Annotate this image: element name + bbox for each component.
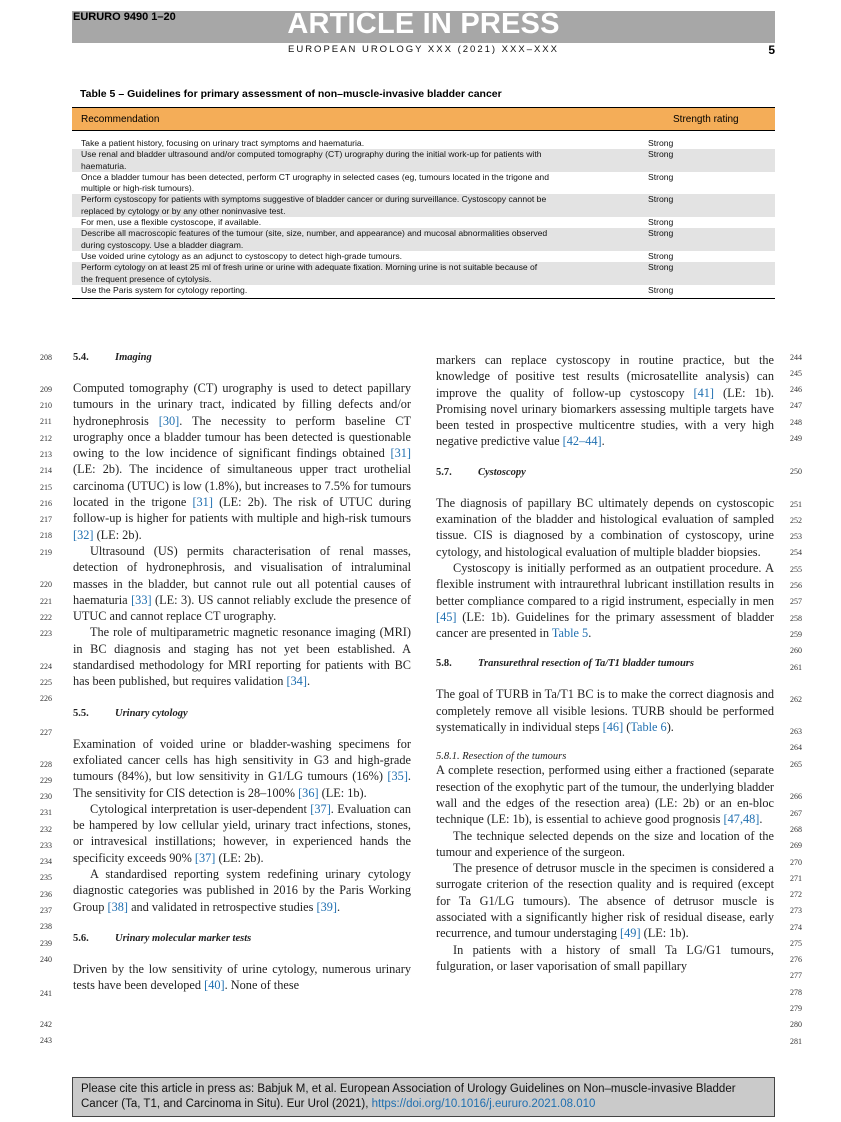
line-number: 252 <box>790 516 802 525</box>
strength-cell: Strong <box>648 284 674 295</box>
paragraph: Computed tomography (CT) urography is used to detect papillary tumours in the urinary tract, indicated by filling defects and/or hydronephrosis [30]. The necessity to perform baseline CT urography once a bladder tumour has been detected is questionable owing to the low incidence of significant findings obtained [31] (LE: 2b). The incidence of simultaneous upper tract urothelial carcinoma (UTUC) is low (1.8%), but increases to 7.5% for tumours located in the trigone [31] (LE: 2b). The risk of UTUC during follow-up is higher for patients with multiple and high-risk tumours [32] (LE: 2b). <box>73 381 411 542</box>
line-number: 208 <box>40 353 52 362</box>
line-number: 251 <box>790 500 802 509</box>
line-number: 280 <box>790 1020 802 1029</box>
recommendation-cell <box>72 228 626 251</box>
citation-link[interactable]: [49] <box>620 926 641 941</box>
recommendation-cell <box>72 172 626 195</box>
paragraph: In patients with a history of small Ta LG/G1 tumours, fulguration, or laser vaporisation of small papillary <box>436 942 774 973</box>
section-heading <box>436 658 774 669</box>
line-number: 219 <box>40 548 52 557</box>
table-row <box>72 149 775 172</box>
line-number: 248 <box>790 418 802 427</box>
banner-text: ARTICLE IN PRESS <box>287 8 560 40</box>
line-number: 276 <box>790 955 802 964</box>
table-row <box>72 262 775 285</box>
line-number: 265 <box>790 760 802 769</box>
strength-cell: Strong <box>648 250 674 261</box>
line-number: 255 <box>790 565 802 574</box>
line-number: 237 <box>40 906 52 915</box>
line-number: 261 <box>790 663 802 672</box>
section-heading <box>73 352 411 363</box>
line-number: 279 <box>790 1004 802 1013</box>
section-number: 5.5. <box>73 707 89 719</box>
citation-link[interactable]: [30] <box>158 413 180 428</box>
line-number: 226 <box>40 694 52 703</box>
line-number: 227 <box>40 728 52 737</box>
line-number: 240 <box>40 955 52 964</box>
line-number: 258 <box>790 614 802 623</box>
line-number: 281 <box>790 1037 802 1046</box>
recommendation-line: Use voided urine cytology as an adjunct to cystoscopy to detect high-grade tumours. <box>81 250 403 261</box>
line-number: 234 <box>40 857 52 866</box>
guidelines-table <box>72 107 775 299</box>
table-link[interactable]: Table 6 <box>630 720 667 735</box>
section-heading <box>73 933 411 944</box>
recommendation-line: Perform cystoscopy for patients with symptoms suggestive of bladder cancer or during surveillance. Cystoscopy cannot be <box>81 194 547 205</box>
line-number: 212 <box>40 434 52 443</box>
citation-link[interactable]: [33] <box>131 592 152 607</box>
line-number: 230 <box>40 792 52 801</box>
recommendation-cell <box>72 194 626 217</box>
paragraph: The presence of detrusor muscle in the specimen is considered a surrogate criterion of the resection quality and is required (except for Ta G1/LG tumours). The absence of detrusor muscle is associated with a significantly higher risk of residual disease, early recurrence, and tumour understaging [49] (LE: 1b). <box>436 861 774 941</box>
recommendation-line: Take a patient history, focusing on urinary tract symptoms and haematuria. <box>81 138 365 148</box>
section-title: Imaging <box>115 352 152 363</box>
citation-footer <box>72 1077 775 1117</box>
line-number: 249 <box>790 434 802 443</box>
table-row <box>72 285 775 296</box>
citation-link[interactable]: [47,48] <box>723 812 760 827</box>
line-number: 277 <box>790 971 802 980</box>
table-link[interactable]: Table 5 <box>551 626 589 641</box>
table-row <box>72 194 775 217</box>
doi-link[interactable]: https://doi.org/10.1016/j.eururo.2021.08.010 <box>371 1098 596 1110</box>
strength-cell: Strong <box>648 171 674 182</box>
page-number: 5 <box>768 43 775 57</box>
recommendation-line: Describe all macroscopic features of the tumour (site, size, number, and appearance) and mucosal abnormalities observed <box>81 228 548 239</box>
strength-cell: Strong <box>648 194 674 205</box>
recommendation-cell <box>72 262 626 285</box>
line-number: 224 <box>40 662 52 671</box>
line-number: 218 <box>40 531 52 540</box>
line-number: 263 <box>790 727 802 736</box>
line-number: 216 <box>40 499 52 508</box>
line-number: 222 <box>40 613 52 622</box>
strength-cell: Strong <box>648 217 674 228</box>
citation-link[interactable]: [34] <box>286 674 307 689</box>
left-column <box>73 352 411 994</box>
table-row <box>72 172 775 195</box>
line-number: 229 <box>40 776 52 785</box>
recommendation-line: the frequent presence of cytolysis. <box>81 273 212 284</box>
citation-link[interactable]: [41] <box>693 385 714 400</box>
subsection-heading: 5.8.1. Resection of the tumours <box>436 751 567 763</box>
paragraph: markers can replace cystoscopy in routine practice, but the knowledge of positive test results (microsatellite analysis) can improve the quality of follow-up cystoscopy [41] (LE: 1b). Promising novel urinary biomarkers assessing multiple targets have been tested in prospective multicentre studies, with a very high negative predictive value [42–44]. <box>436 353 774 449</box>
recommendation-line: replaced by cytology or by any other noninvasive test. <box>81 205 286 216</box>
line-number: 211 <box>40 417 52 426</box>
recommendation-cell <box>72 138 626 149</box>
strength-cell: Strong <box>648 228 674 239</box>
recommendation-line: Use the Paris system for cytology reporting. <box>81 284 248 295</box>
paragraph: Examination of voided urine or bladder-washing specimens for exfoliated cancer cells has high sensitivity in G3 and high-grade tumours (84%), but low sensitivity in G1/LG tumours (16%) [35]. The sensitivity for CIS detection is 28–100% [36] (LE: 1b). <box>73 736 411 800</box>
line-number: 269 <box>790 841 802 850</box>
line-number: 271 <box>790 874 802 883</box>
section-title: Urinary molecular marker tests <box>115 932 252 944</box>
line-number: 214 <box>40 466 52 475</box>
line-number: 246 <box>790 385 802 394</box>
citation-link[interactable]: [42–44] <box>562 434 602 449</box>
paragraph: A complete resection, performed using either a fractioned (separate resection of the exophytic part of the tumour, the underlying bladder wall and the edges of the resection area) (LE: 2b) or an en-bloc technique (LE: 1b), is essential to achieve good prognosis [47,48]. <box>436 763 774 827</box>
line-number: 231 <box>40 808 52 817</box>
line-number: 209 <box>40 385 52 394</box>
section-number: 5.7. <box>436 466 452 478</box>
paragraph: Cystoscopy is initially performed as an outpatient procedure. A flexible instrument with intraurethral lubricant instillation results in better compliance compared to a rigid instrument, especially in men [45] (LE: 1b). Guidelines for the primary assessment of bladder cancer are presented in Table 5. <box>436 560 774 641</box>
paragraph: The diagnosis of papillary BC ultimately depends on cystoscopic examination of the bladder and histological evaluation of sampled tissue. CIS is diagnosed by a combination of cystoscopy, urine cytology, and histological evaluation of multiple bladder biopsies. <box>436 495 774 559</box>
paragraph: Driven by the low sensitivity of urine cytology, numerous urinary tests have been developed [40]. None of these <box>73 961 411 993</box>
table-row <box>72 138 775 149</box>
line-number: 225 <box>40 678 52 687</box>
recommendation-line: haematuria. <box>81 160 127 171</box>
line-number: 259 <box>790 630 802 639</box>
line-number: 235 <box>40 873 52 882</box>
line-number: 268 <box>790 825 802 834</box>
line-number: 262 <box>790 695 802 704</box>
section-number: 5.4. <box>73 352 89 363</box>
strength-cell: Strong <box>648 138 674 148</box>
citation-link[interactable]: [36] <box>298 785 319 800</box>
journal-running-head: EUROPEAN UROLOGY XXX (2021) XXX–XXX <box>288 44 559 55</box>
line-number: 278 <box>790 988 802 997</box>
line-number: 213 <box>40 450 52 459</box>
line-number: 239 <box>40 939 52 948</box>
line-number: 210 <box>40 401 52 410</box>
line-number: 236 <box>40 890 52 899</box>
line-number: 215 <box>40 483 52 492</box>
citation-link[interactable]: [45] <box>436 609 457 624</box>
section-heading <box>73 708 411 719</box>
section-number: 5.6. <box>73 932 89 944</box>
table-row <box>72 217 775 228</box>
line-number: 223 <box>40 629 52 638</box>
line-number: 260 <box>790 646 802 655</box>
citation-link[interactable]: [38] <box>107 899 128 914</box>
citation-text: Please cite this article in press as: Babjuk M, et al. European Association of Urology Guidelines on Non–muscle-invasive Bladder Cancer (Ta, T1, and Carcinoma in Situ). Eur Urol (2021), <box>81 1083 736 1110</box>
citation-link[interactable]: [31] <box>390 446 411 461</box>
line-number: 238 <box>40 922 52 931</box>
line-number: 270 <box>790 858 802 867</box>
recommendation-cell <box>72 149 626 172</box>
citation-link[interactable]: [46] <box>602 720 624 735</box>
paragraph: The role of multiparametric magnetic resonance imaging (MRI) in BC diagnosis and staging has not yet been established. A standardised methodology for MRI reporting for patients with BC has been published, but requires validation [34]. <box>73 625 411 689</box>
citation-link[interactable]: [37] <box>310 801 331 816</box>
paragraph: The technique selected depends on the size and location of the tumour and experience of the surgeon. <box>436 828 774 859</box>
recommendation-cell <box>72 251 626 262</box>
section-number: 5.8. <box>436 658 452 670</box>
line-number: 267 <box>790 809 802 818</box>
line-number: 247 <box>790 401 802 410</box>
line-number: 232 <box>40 825 52 834</box>
table-title: Table 5 – Guidelines for primary assessment of non–muscle-invasive bladder cancer <box>80 88 502 100</box>
line-number: 221 <box>40 597 52 606</box>
line-number: 273 <box>790 906 802 915</box>
recommendation-line: Perform cytology on at least 25 ml of fresh urine or urine with adequate fixation. Morning urine is not suitable because of <box>81 262 538 273</box>
line-number: 217 <box>40 515 52 524</box>
line-number: 241 <box>40 989 52 998</box>
section-title: Urinary cytology <box>115 707 188 719</box>
recommendation-cell <box>72 217 626 228</box>
line-number: 220 <box>40 580 52 589</box>
line-number: 233 <box>40 841 52 850</box>
recommendation-line: For men, use a flexible cystoscope, if available. <box>81 217 262 228</box>
paragraph: The goal of TURB in Ta/T1 BC is to make the correct diagnosis and completely remove all visible lesions. TURB should be performed systematically in individual steps [46] (Table 6). <box>436 687 774 735</box>
line-number: 243 <box>40 1036 52 1045</box>
paragraph: A standardised reporting system redefining urinary cytology diagnostic categories was published in 2016 by the Paris Working Group [38] and validated in retrospective studies [39]. <box>73 867 411 914</box>
strength-cell: Strong <box>648 262 674 273</box>
citation-link[interactable]: [35] <box>387 769 408 784</box>
citation-link[interactable]: [31] <box>192 495 213 510</box>
paragraph: Ultrasound (US) permits characterisation of renal masses, detection of hydronephrosis, and visualisation of intraluminal masses in the bladder, but cannot rule out all potential causes of haematuria [33] (LE: 3). US cannot reliably exclude the presence of UTUC and cannot replace CT urography. <box>73 543 411 624</box>
line-number: 250 <box>790 467 802 476</box>
line-number: 242 <box>40 1020 52 1029</box>
strength-cell: Strong <box>648 149 674 160</box>
recommendation-line: Once a bladder tumour has been detected, perform CT urography in selected cases (eg, tumours located in the trigone and <box>81 171 549 182</box>
table-header-row <box>72 108 775 131</box>
line-number: 253 <box>790 532 802 541</box>
paragraph: Cytological interpretation is user-dependent [37]. Evaluation can be hampered by low cellular yield, urinary tract infections, stones, or intravesical instillations; however, in experienced hands the specificity exceeds 90% [37] (LE: 2b). <box>73 801 412 865</box>
line-number: 245 <box>790 369 802 378</box>
citation-link[interactable]: [39] <box>316 899 337 914</box>
col-recommendation-header: Recommendation <box>81 113 160 125</box>
table-row <box>72 228 775 251</box>
citation-link[interactable]: [40] <box>204 978 225 993</box>
right-column <box>436 352 774 974</box>
table-row <box>72 251 775 262</box>
section-heading <box>436 467 774 478</box>
line-number: 254 <box>790 548 802 557</box>
manuscript-code: EURURO 9490 1–20 <box>73 11 176 23</box>
recommendation-line: during cystoscopy. Use a bladder diagram. <box>81 239 244 250</box>
citation-link[interactable]: [37] <box>194 850 216 865</box>
recommendation-cell <box>72 285 626 296</box>
citation-link[interactable]: [32] <box>73 527 94 542</box>
line-number: 275 <box>790 939 802 948</box>
line-number: 244 <box>790 353 802 362</box>
line-number: 256 <box>790 581 802 590</box>
line-number: 274 <box>790 923 802 932</box>
line-number: 257 <box>790 597 802 606</box>
line-number: 272 <box>790 890 802 899</box>
col-strength-header: Strength rating <box>673 113 739 125</box>
line-number: 264 <box>790 743 802 752</box>
section-title: Transurethral resection of Ta/T1 bladder tumours <box>478 658 694 670</box>
recommendation-line: Use renal and bladder ultrasound and/or computed tomography (CT) urography during the initial work-up for patients with <box>81 149 542 160</box>
table-body <box>72 131 775 298</box>
recommendation-line: multiple or high-risk tumours). <box>81 183 195 194</box>
section-title: Cystoscopy <box>478 466 526 478</box>
line-number: 266 <box>790 792 802 801</box>
line-number: 228 <box>40 760 52 769</box>
